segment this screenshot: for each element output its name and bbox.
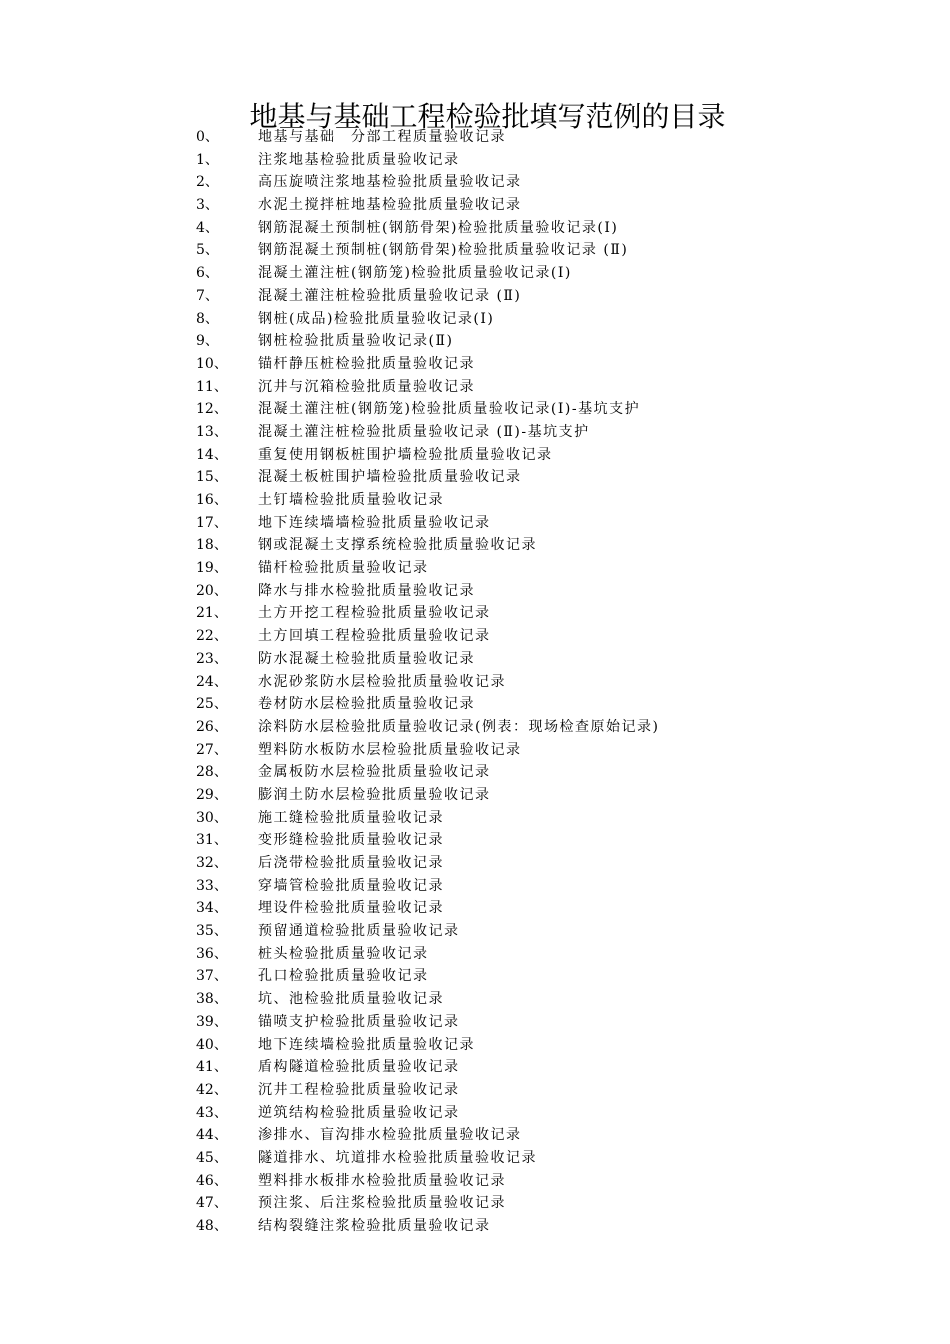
item-number: 44、 [196, 1127, 228, 1144]
item-number: 9、 [196, 333, 219, 350]
item-title: 钢桩(成品)检验批质量验收记录(Ⅰ) [258, 310, 495, 327]
item-number: 7、 [196, 287, 219, 304]
item-number: 17、 [196, 514, 228, 531]
item-number: 36、 [196, 945, 228, 962]
item-number: 10、 [196, 355, 228, 372]
item-title: 地下连续墙检验批质量验收记录 [258, 1036, 475, 1053]
list-item [0, 1147, 950, 1170]
list-item [0, 149, 950, 172]
item-title: 沉井与沉箱检验批质量验收记录 [258, 378, 475, 395]
item-title: 防水混凝土检验批质量验收记录 [258, 650, 475, 667]
list-item [0, 557, 950, 580]
item-title: 预留通道检验批质量验收记录 [258, 923, 460, 940]
list-item [0, 126, 950, 149]
item-title: 锚杆静压桩检验批质量验收记录 [258, 355, 475, 372]
item-number: 46、 [196, 1172, 228, 1189]
list-item [0, 829, 950, 852]
item-number: 31、 [196, 832, 228, 849]
list-item [0, 1215, 950, 1238]
list-item [0, 239, 950, 262]
item-number: 24、 [196, 673, 228, 690]
item-number: 47、 [196, 1195, 228, 1212]
item-number: 2、 [196, 174, 219, 191]
list-item [0, 920, 950, 943]
item-title: 注浆地基检验批质量验收记录 [258, 151, 460, 168]
item-title: 锚喷支护检验批质量验收记录 [258, 1013, 460, 1030]
list-item [0, 965, 950, 988]
item-title: 穿墙管检验批质量验收记录 [258, 877, 444, 894]
item-title: 混凝土板桩围护墙检验批质量验收记录 [258, 469, 522, 486]
item-title: 埋设件检验批质量验收记录 [258, 900, 444, 917]
list-item [0, 1102, 950, 1125]
item-number: 26、 [196, 718, 228, 735]
list-item [0, 1034, 950, 1057]
list-item [0, 194, 950, 217]
list-item [0, 171, 950, 194]
list-item [0, 761, 950, 784]
list-item [0, 398, 950, 421]
page-title: 地基与基础工程检验批填写范例的目录 [249, 99, 726, 133]
item-title: 地下连续墙墙检验批质量验收记录 [258, 514, 491, 531]
item-number: 0、 [196, 129, 219, 145]
list-item [0, 534, 950, 557]
list-item [0, 648, 950, 671]
item-title: 变形缝检验批质量验收记录 [258, 832, 444, 849]
item-number: 14、 [196, 446, 228, 463]
item-title: 卷材防水层检验批质量验收记录 [258, 696, 475, 713]
list-item [0, 489, 950, 512]
item-title: 钢筋混凝土预制桩(钢筋骨架)检验批质量验收记录 (Ⅱ) [258, 242, 629, 259]
item-number: 43、 [196, 1104, 228, 1121]
list-item [0, 444, 950, 467]
item-number: 28、 [196, 764, 228, 781]
list-item [0, 580, 950, 603]
item-title: 混凝土灌注桩(钢筋笼)检验批质量验收记录(Ⅰ)-基坑支护 [258, 401, 641, 418]
item-number: 40、 [196, 1036, 228, 1053]
list-item [0, 852, 950, 875]
list-item [0, 308, 950, 331]
item-number: 22、 [196, 628, 228, 645]
list-item [0, 1124, 950, 1147]
item-title: 土钉墙检验批质量验收记录 [258, 492, 444, 508]
item-number: 15、 [196, 469, 228, 486]
item-number: 33、 [196, 877, 228, 894]
table-of-contents [0, 126, 950, 1238]
item-number: 13、 [196, 423, 228, 440]
item-number: 3、 [196, 197, 219, 214]
list-item [0, 784, 950, 807]
item-title: 钢桩检验批质量验收记录(Ⅱ) [258, 333, 454, 350]
list-item [0, 716, 950, 739]
item-number: 23、 [196, 650, 228, 667]
list-item [0, 330, 950, 353]
item-title: 膨润土防水层检验批质量验收记录 [258, 786, 491, 803]
list-item [0, 988, 950, 1011]
item-number: 41、 [196, 1059, 228, 1076]
item-number: 8、 [196, 310, 219, 327]
item-number: 35、 [196, 923, 228, 940]
item-number: 16、 [196, 492, 228, 508]
list-item [0, 1011, 950, 1034]
item-number: 37、 [196, 968, 228, 985]
list-item [0, 1192, 950, 1215]
item-title: 混凝土灌注桩检验批质量验收记录 (Ⅱ) [258, 287, 522, 304]
item-number: 38、 [196, 991, 228, 1008]
item-title: 土方开挖工程检验批质量验收记录 [258, 605, 491, 622]
item-title: 后浇带检验批质量验收记录 [258, 855, 444, 871]
item-number: 1、 [196, 151, 219, 168]
list-item [0, 376, 950, 399]
item-number: 42、 [196, 1081, 228, 1098]
item-title: 钢或混凝土支撑系统检验批质量验收记录 [258, 537, 537, 554]
item-title: 沉井工程检验批质量验收记录 [258, 1081, 460, 1098]
list-item [0, 1170, 950, 1193]
item-title: 结构裂缝注浆检验批质量验收记录 [258, 1218, 491, 1234]
list-item [0, 512, 950, 535]
item-title: 重复使用钢板桩围护墙检验批质量验收记录 [258, 446, 553, 463]
list-item [0, 602, 950, 625]
item-number: 45、 [196, 1149, 228, 1166]
item-number: 18、 [196, 537, 228, 554]
item-number: 39、 [196, 1013, 228, 1030]
list-item [0, 262, 950, 285]
item-number: 29、 [196, 786, 228, 803]
item-title: 地基与基础 分部工程质量验收记录 [258, 129, 506, 145]
item-number: 30、 [196, 809, 228, 826]
item-title: 塑料排水板排水检验批质量验收记录 [258, 1172, 506, 1189]
list-item [0, 739, 950, 762]
item-number: 27、 [196, 741, 228, 758]
item-number: 5、 [196, 242, 219, 259]
item-title: 孔口检验批质量验收记录 [258, 968, 429, 985]
item-title: 钢筋混凝土预制桩(钢筋骨架)检验批质量验收记录(Ⅰ) [258, 219, 619, 236]
list-item [0, 625, 950, 648]
item-number: 20、 [196, 582, 228, 599]
item-number: 32、 [196, 855, 228, 871]
item-title: 隧道排水、坑道排水检验批质量验收记录 [258, 1149, 537, 1166]
item-title: 桩头检验批质量验收记录 [258, 945, 429, 962]
item-title: 混凝土灌注桩检验批质量验收记录 (Ⅱ)-基坑支护 [258, 423, 590, 440]
list-item [0, 875, 950, 898]
item-title: 水泥土搅拌桩地基检验批质量验收记录 [258, 197, 522, 214]
item-number: 4、 [196, 219, 219, 236]
item-number: 11、 [196, 378, 228, 395]
item-title: 塑料防水板防水层检验批质量验收记录 [258, 741, 522, 758]
item-title: 混凝土灌注桩(钢筋笼)检验批质量验收记录(Ⅰ) [258, 265, 572, 282]
item-number: 21、 [196, 605, 228, 622]
item-number: 25、 [196, 696, 228, 713]
item-title: 施工缝检验批质量验收记录 [258, 809, 444, 826]
list-item [0, 897, 950, 920]
item-title: 金属板防水层检验批质量验收记录 [258, 764, 491, 781]
item-number: 48、 [196, 1218, 228, 1234]
item-title: 土方回填工程检验批质量验收记录 [258, 628, 491, 645]
item-title: 坑、池检验批质量验收记录 [258, 991, 444, 1008]
item-number: 12、 [196, 401, 228, 418]
list-item [0, 466, 950, 489]
item-title: 涂料防水层检验批质量验收记录(例表：现场检查原始记录) [258, 718, 660, 735]
item-title: 渗排水、盲沟排水检验批质量验收记录 [258, 1127, 522, 1144]
list-item [0, 807, 950, 830]
item-title: 降水与排水检验批质量验收记录 [258, 582, 475, 599]
list-item [0, 217, 950, 240]
item-title: 盾构隧道检验批质量验收记录 [258, 1059, 460, 1076]
list-item [0, 1079, 950, 1102]
item-title: 锚杆检验批质量验收记录 [258, 560, 429, 577]
item-title: 水泥砂浆防水层检验批质量验收记录 [258, 673, 506, 690]
list-item [0, 693, 950, 716]
item-title: 预注浆、后注浆检验批质量验收记录 [258, 1195, 506, 1212]
list-item [0, 353, 950, 376]
list-item [0, 421, 950, 444]
list-item [0, 943, 950, 966]
item-title: 高压旋喷注浆地基检验批质量验收记录 [258, 174, 522, 191]
list-item [0, 285, 950, 308]
list-item [0, 671, 950, 694]
item-title: 逆筑结构检验批质量验收记录 [258, 1104, 460, 1121]
item-number: 6、 [196, 265, 219, 282]
item-number: 34、 [196, 900, 228, 917]
list-item [0, 1056, 950, 1079]
item-number: 19、 [196, 560, 228, 577]
